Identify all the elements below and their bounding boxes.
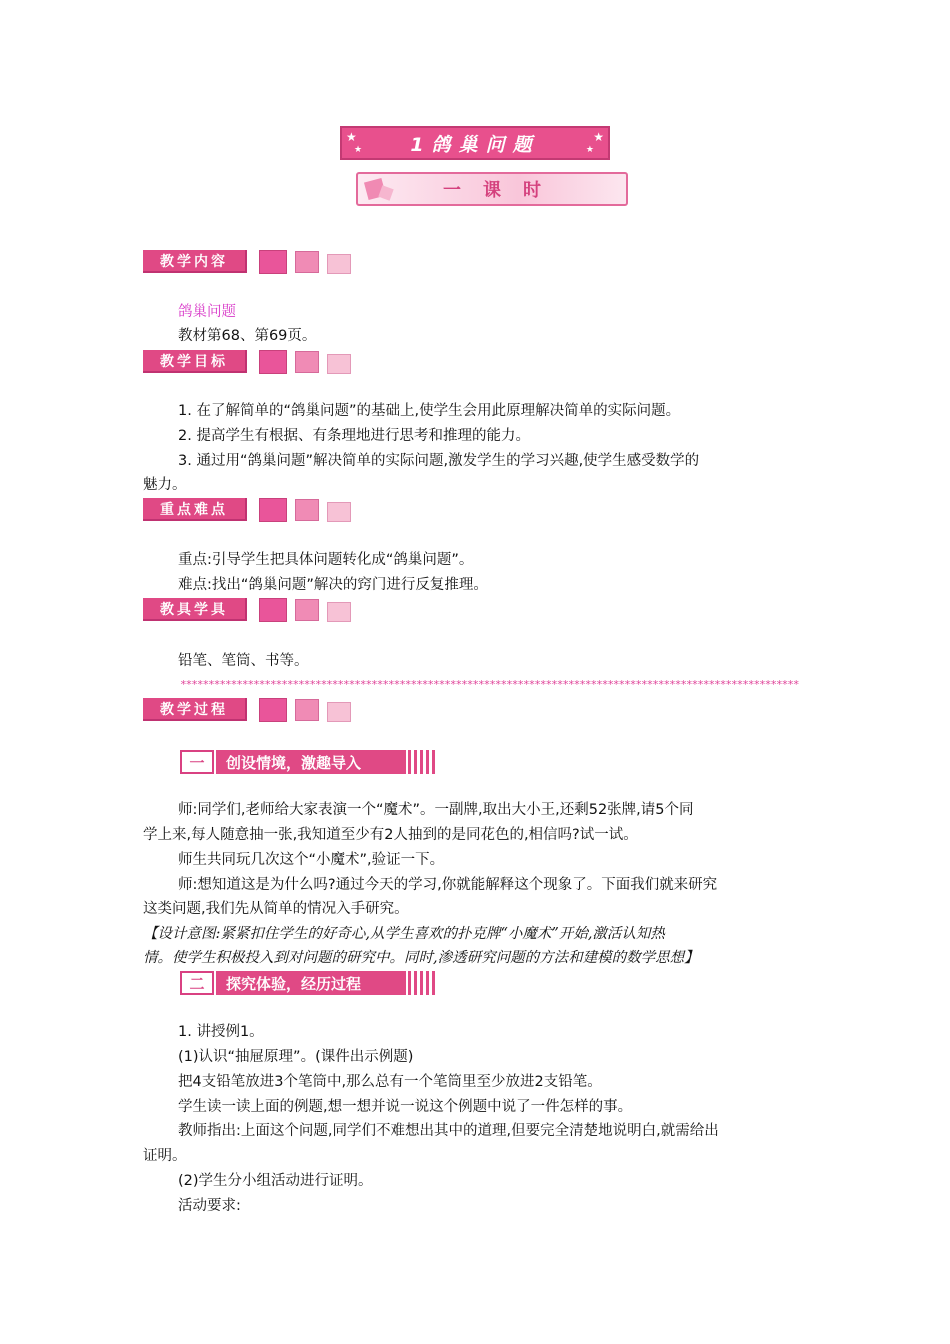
decoration-block — [259, 698, 287, 722]
decoration-block — [259, 498, 287, 522]
goal-item: 3. 通过用“鸽巢问题”解决简单的实际问题,激发学生的学习兴趣,使学生感受数学的 — [178, 453, 700, 469]
decoration-block — [259, 350, 287, 374]
goal-item: 2. 提高学生有根据、有条理地进行思考和推理的能力。 — [178, 428, 530, 444]
decoration-block — [295, 351, 319, 373]
design-intent-line: 【设计意图:紧紧扣住学生的好奇心,从学生喜欢的扑克牌“小魔术”开始,激活认知热 — [143, 926, 665, 942]
section-label: 教学内容 — [143, 250, 247, 273]
tools-text: 铅笔、笔筒、书等。 — [178, 653, 309, 669]
goal-item: 魅力。 — [143, 477, 187, 493]
star-icon: ★ — [354, 145, 363, 155]
step-number: 一 — [180, 750, 214, 774]
decoration-block — [327, 354, 351, 374]
decoration-square — [378, 185, 393, 200]
section-label: 教学目标 — [143, 350, 247, 373]
title-banner — [340, 126, 610, 160]
decoration-block — [295, 251, 319, 273]
paragraph-line: 证明。 — [143, 1148, 187, 1164]
paragraph-line: 这类问题,我们先从简单的情况入手研究。 — [143, 901, 409, 917]
decoration-block — [295, 499, 319, 521]
decoration-block — [295, 599, 319, 621]
step-title: 探究体验，经历过程 — [216, 971, 406, 995]
step-header-1 — [180, 750, 436, 776]
star-icon: ★ — [585, 145, 594, 155]
paragraph-line: (2)学生分小组活动进行证明。 — [178, 1173, 373, 1189]
decoration-block — [327, 254, 351, 274]
lesson-title: 1鸽巢问题 — [410, 133, 540, 156]
paragraph-line: 学生读一读上面的例题,想一想并说一说这个例题中说了一件怎样的事。 — [178, 1099, 633, 1115]
decoration-block — [327, 602, 351, 622]
paragraph-line: (1)认识“抽屉原理”。(课件出示例题) — [178, 1049, 414, 1065]
section-label: 重点难点 — [143, 498, 247, 521]
paragraph-line: 师生共同玩几次这个“小魔术”,验证一下。 — [178, 852, 445, 868]
paragraph-line: 把4支铅笔放进3个笔筒中,那么总有一个笔筒里至少放进2支铅笔。 — [178, 1074, 602, 1090]
step-number: 二 — [180, 971, 214, 995]
design-intent-line: 情。使学生积极投入到对问题的研究中。同时,渗透研究问题的方法和建模的数学思想】 — [143, 950, 699, 966]
paragraph-line: 师:同学们,老师给大家表演一个“魔术”。一副牌,取出大小王,还剩52张牌,请5个同 — [178, 802, 694, 818]
paragraph-line: 师:想知道这是为什么吗?通过今天的学习,你就能解释这个现象了。下面我们就来研究 — [178, 877, 718, 893]
decoration-stripes — [408, 750, 436, 774]
paragraph-line: 教师指出:上面这个问题,同学们不难想出其中的道理,但要完全清楚地说明白,就需给出 — [178, 1123, 719, 1139]
subtitle-banner — [356, 172, 628, 206]
lesson-subtitle: 一课时 — [443, 180, 563, 201]
section-label: 教具学具 — [143, 598, 247, 621]
paragraph-line: 学上来,每人随意抽一张,我知道至少有2人抽到的是同花色的,相信吗?试一试。 — [143, 827, 638, 843]
decoration-block — [259, 598, 287, 622]
step-header-2 — [180, 971, 436, 997]
step-title: 创设情境，激趣导入 — [216, 750, 406, 774]
decoration-block — [295, 699, 319, 721]
key-point-text: 重点:引导学生把具体问题转化成“鸽巢问题”。 — [178, 552, 474, 568]
paragraph-line: 1. 讲授例1。 — [178, 1024, 264, 1040]
goal-item: 1. 在了解简单的“鸽巢问题”的基础上,使学生会用此原理解决简单的实际问题。 — [178, 403, 681, 419]
decoration-stripes — [408, 971, 436, 995]
star-icon: ★ — [346, 130, 357, 144]
difficulty-text: 难点:找出“鸽巢问题”解决的窍门进行反复推理。 — [178, 577, 488, 593]
decoration-block — [327, 702, 351, 722]
star-separator: ************************************************************************************************************** — [180, 678, 799, 691]
decoration-block — [259, 250, 287, 274]
decoration-block — [327, 502, 351, 522]
pages-text: 教材第68、第69页。 — [178, 328, 317, 344]
section-label: 教学过程 — [143, 698, 247, 721]
topic-text: 鸽巢问题 — [178, 304, 236, 320]
paragraph-line: 活动要求: — [178, 1198, 241, 1214]
star-icon: ★ — [593, 130, 604, 144]
